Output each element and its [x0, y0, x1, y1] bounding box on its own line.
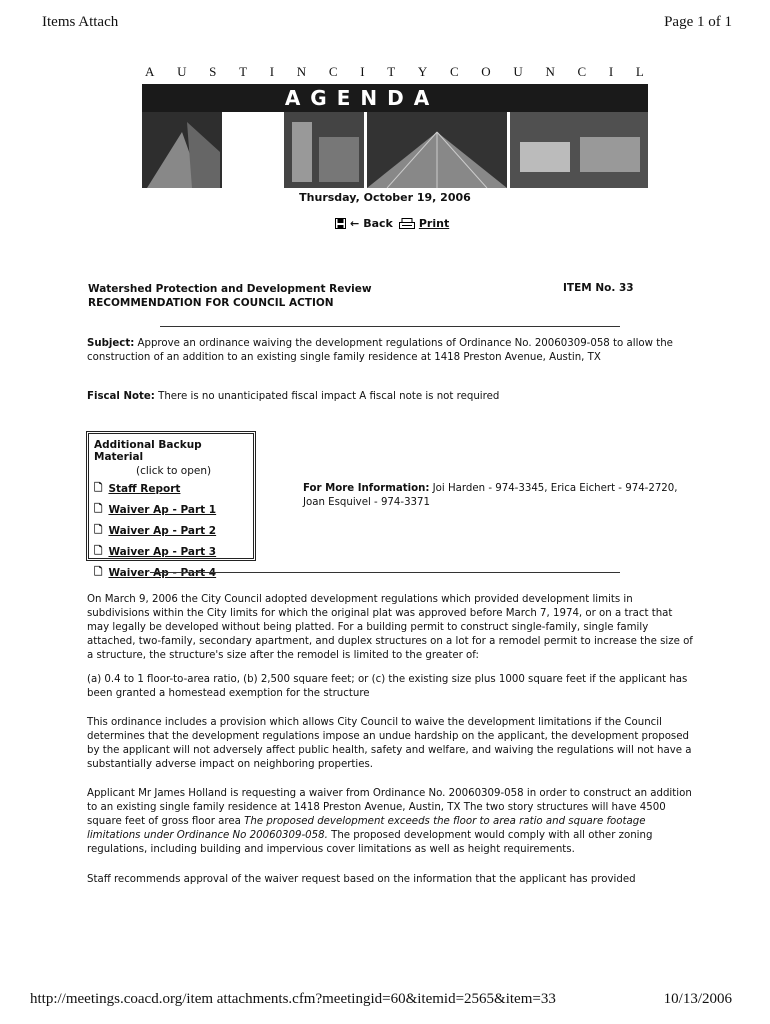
backup-subtitle: (click to open): [136, 465, 212, 477]
masthead-letter: N: [545, 64, 556, 79]
back-arrow-icon: ←: [350, 217, 360, 230]
backup-title: Additional Backup Material: [94, 439, 202, 463]
masthead-letter: Y: [417, 64, 429, 79]
document-icon: 🗋: [94, 545, 103, 557]
body-paragraph-3: This ordinance includes a provision which allows City Council to waive the development limitations if the Council determines that the development regulations impose an undue hardship on the applicant, the development proposed by the applicant will not adversely affect public health, safety and welfare, and waiving the regulations will not have a substantially adverse impact on neighboring properties.: [87, 717, 692, 770]
navigation-bar: [335, 217, 449, 230]
printer-icon: [399, 218, 415, 230]
masthead-letter: I: [269, 64, 276, 79]
banner-photo-1: [142, 112, 222, 188]
waiver-part-3-link[interactable]: 🗋 Waiver Ap - Part 3: [94, 543, 253, 561]
waiver-part-2-link[interactable]: 🗋 Waiver Ap - Part 2: [94, 522, 253, 540]
masthead-letter: T: [387, 64, 397, 79]
print-header-page: Page 1 of 1: [664, 14, 732, 30]
banner-photo-2: [284, 112, 364, 188]
austin-city-council-masthead: [145, 64, 645, 80]
subject-label: Subject:: [87, 338, 135, 349]
banner-photo-3: [367, 112, 507, 188]
masthead-letter: A: [145, 64, 156, 79]
document-icon: 🗋: [94, 524, 103, 536]
item-number: ITEM No. 33: [563, 282, 634, 294]
body-paragraph-2: (a) 0.4 to 1 floor-to-area ratio, (b) 2,500 square feet; or (c) the existing size plus 1000 square feet if the applicant has been granted a homestead exemption for the structure: [87, 674, 688, 699]
banner-photo-4: [510, 112, 648, 188]
back-label: Back: [363, 217, 393, 230]
department-name: Watershed Protection and Development Review: [88, 283, 372, 295]
fiscal-note-label: Fiscal Note:: [87, 391, 155, 402]
more-info-contacts: Joi Harden - 974-3345, Erica Eichert - 974-2720, Joan Esquivel - 974-3371: [303, 483, 678, 508]
document-icon: 🗋: [94, 503, 103, 515]
document-icon: 🗋: [94, 566, 103, 578]
masthead-letter: S: [209, 64, 218, 79]
staff-report-link[interactable]: 🗋 Staff Report: [94, 480, 253, 498]
waiver-part-4-link[interactable]: 🗋 Waiver Ap - Part 4: [94, 564, 253, 582]
masthead-letter: C: [577, 64, 588, 79]
more-information: [303, 482, 683, 510]
masthead-letter: U: [513, 64, 524, 79]
subject-text: Approve an ordinance waiving the development regulations of Ordinance No. 20060309-058 to allow the construction of an addition to an existing single family residence at 1418 Preston Avenue, Austin, TX: [87, 338, 673, 363]
waiver-part-1-link[interactable]: 🗋 Waiver Ap - Part 1: [94, 501, 253, 519]
subject-paragraph: [87, 337, 697, 365]
banner-agenda-title: AGENDA: [284, 86, 440, 110]
divider: [150, 572, 620, 573]
body-paragraph-5: Staff recommends approval of the waiver request based on the information that the applicant has provided: [87, 874, 636, 885]
masthead-letter: I: [360, 64, 366, 79]
divider: [160, 326, 620, 327]
more-info-label: For More Information:: [303, 483, 430, 494]
masthead-letter: L: [635, 64, 645, 79]
masthead-letter: C: [328, 64, 339, 79]
fiscal-note-text: There is no unanticipated fiscal impact A fiscal note is not required: [158, 391, 500, 402]
print-label: Print: [418, 217, 450, 230]
masthead-letter: U: [177, 64, 188, 79]
agenda-banner: [142, 84, 648, 188]
masthead-letter: I: [608, 64, 615, 79]
footer-date: 10/13/2006: [663, 991, 732, 1007]
body-paragraph-4: Applicant Mr James Holland is requesting a waiver from Ordinance No. 20060309-058 in order to construct an addition to an existing single family residence at 1418 Preston Avenue, Austin, TX The two story structures will have 4500 square feet of gross floor area The proposed development exceeds the floor to area ratio and square footage limitations under Ordinance No 20060309-058. The proposed development would comply with all other zoning regulations, including building and impervious cover limitations as well as height requirements.: [87, 788, 692, 855]
fiscal-note-paragraph: [87, 390, 697, 404]
masthead-letter: C: [449, 64, 460, 79]
recommendation-heading: RECOMMENDATION FOR COUNCIL ACTION: [88, 297, 334, 309]
document-icon: 🗋: [94, 482, 103, 494]
print-header-title: Items Attach: [42, 14, 119, 30]
masthead-letter: N: [296, 64, 308, 79]
meeting-date: Thursday, October 19, 2006: [299, 191, 471, 204]
department-heading: [88, 282, 372, 310]
save-disk-icon: [335, 218, 346, 229]
footer-url: http://meetings.coacd.org/item attachments.cfm?meetingid=60&itemid=2565&item=33: [30, 991, 556, 1007]
back-button[interactable]: [335, 217, 393, 230]
masthead-letter: T: [239, 64, 249, 79]
print-button[interactable]: [399, 217, 449, 230]
backup-material-box: [86, 431, 256, 579]
body-paragraph-1: On March 9, 2006 the City Council adopted development regulations which provided development limits in subdivisions within the City limits for which the original plat was approved before March 7, 1974, or on a tract that may legally be developed without being platted. For a building permit to construct single-family, single family attached, two-family, secondary apartment, and duplex structures on a lot for a remodel permit to increase the size of a structure, the structure's size after the remodel is limited to the greater of:: [87, 594, 693, 661]
masthead-letter: O: [481, 64, 492, 79]
